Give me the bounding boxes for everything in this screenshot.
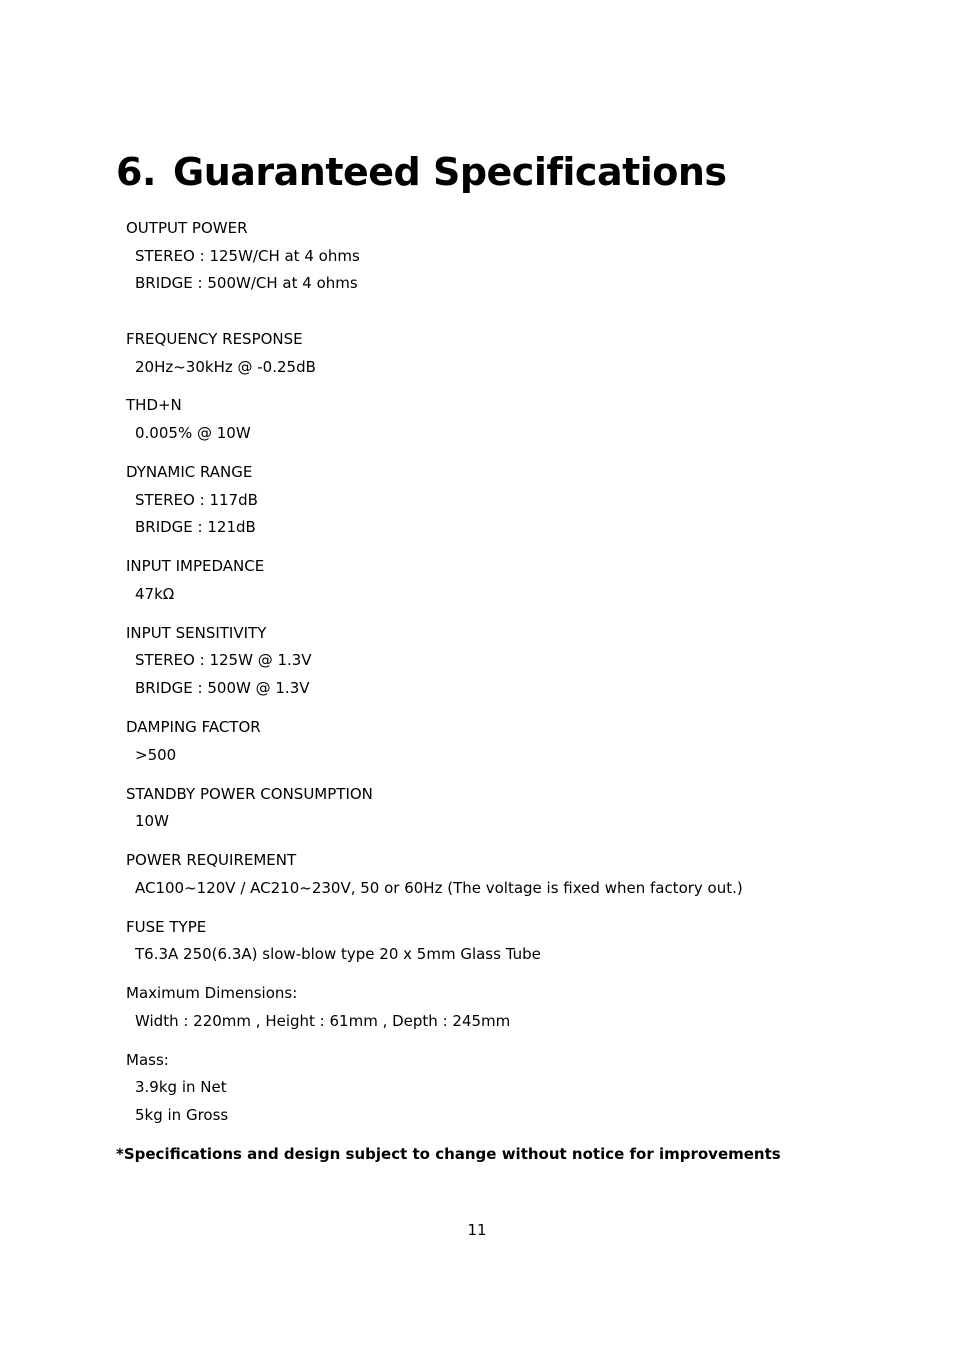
spec-label-mass: Mass:	[126, 1051, 169, 1069]
spec-label-thd-n: THD+N	[126, 396, 182, 414]
spec-value-dynamic-range-bridge: BRIDGE : 121dB	[135, 518, 256, 536]
spec-value-fuse-type: T6.3A 250(6.3A) slow-blow type 20 x 5mm Glass Tube	[135, 945, 541, 963]
spec-value-input-impedance: 47kΩ	[135, 585, 175, 603]
spec-value-power-requirement: AC100~120V / AC210~230V, 50 or 60Hz (The voltage is fixed when factory out.)	[135, 879, 743, 897]
spec-value-output-power-bridge: BRIDGE : 500W/CH at 4 ohms	[135, 274, 358, 292]
spec-label-damping-factor: DAMPING FACTOR	[126, 718, 261, 736]
spec-value-mass-net: 3.9kg in Net	[135, 1078, 227, 1096]
spec-value-damping-factor: >500	[135, 746, 177, 764]
spec-label-input-sensitivity: INPUT SENSITIVITY	[126, 624, 267, 642]
spec-label-input-impedance: INPUT IMPEDANCE	[126, 557, 265, 575]
spec-value-thd-n: 0.005% @ 10W	[135, 424, 251, 442]
spec-label-fuse-type: FUSE TYPE	[126, 918, 207, 936]
page-number: 11	[467, 1221, 487, 1239]
spec-value-input-sensitivity-bridge: BRIDGE : 500W @ 1.3V	[135, 679, 310, 697]
page-title	[116, 148, 727, 196]
spec-value-standby-power: 10W	[135, 812, 169, 830]
section-number: 6.	[116, 150, 156, 194]
spec-value-dynamic-range-stereo: STEREO : 117dB	[135, 491, 258, 509]
spec-label-output-power: OUTPUT POWER	[126, 219, 248, 237]
spec-label-standby-power: STANDBY POWER CONSUMPTION	[126, 785, 373, 803]
spec-value-mass-gross: 5kg in Gross	[135, 1106, 229, 1124]
spec-label-dynamic-range: DYNAMIC RANGE	[126, 463, 253, 481]
spec-label-max-dimensions: Maximum Dimensions:	[126, 984, 298, 1002]
specification-note: *Specifications and design subject to change without notice for improvements	[116, 1145, 781, 1163]
spec-label-frequency-response: FREQUENCY RESPONSE	[126, 330, 303, 348]
spec-value-max-dimensions: Width : 220mm , Height : 61mm , Depth : 245mm	[135, 1012, 511, 1030]
spec-value-input-sensitivity-stereo: STEREO : 125W @ 1.3V	[135, 651, 312, 669]
spec-label-power-requirement: POWER REQUIREMENT	[126, 851, 297, 869]
spec-value-output-power-stereo: STEREO : 125W/CH at 4 ohms	[135, 247, 360, 265]
section-title: Guaranteed Specifications	[173, 150, 727, 194]
spec-value-frequency-response: 20Hz~30kHz @ -0.25dB	[135, 358, 316, 376]
